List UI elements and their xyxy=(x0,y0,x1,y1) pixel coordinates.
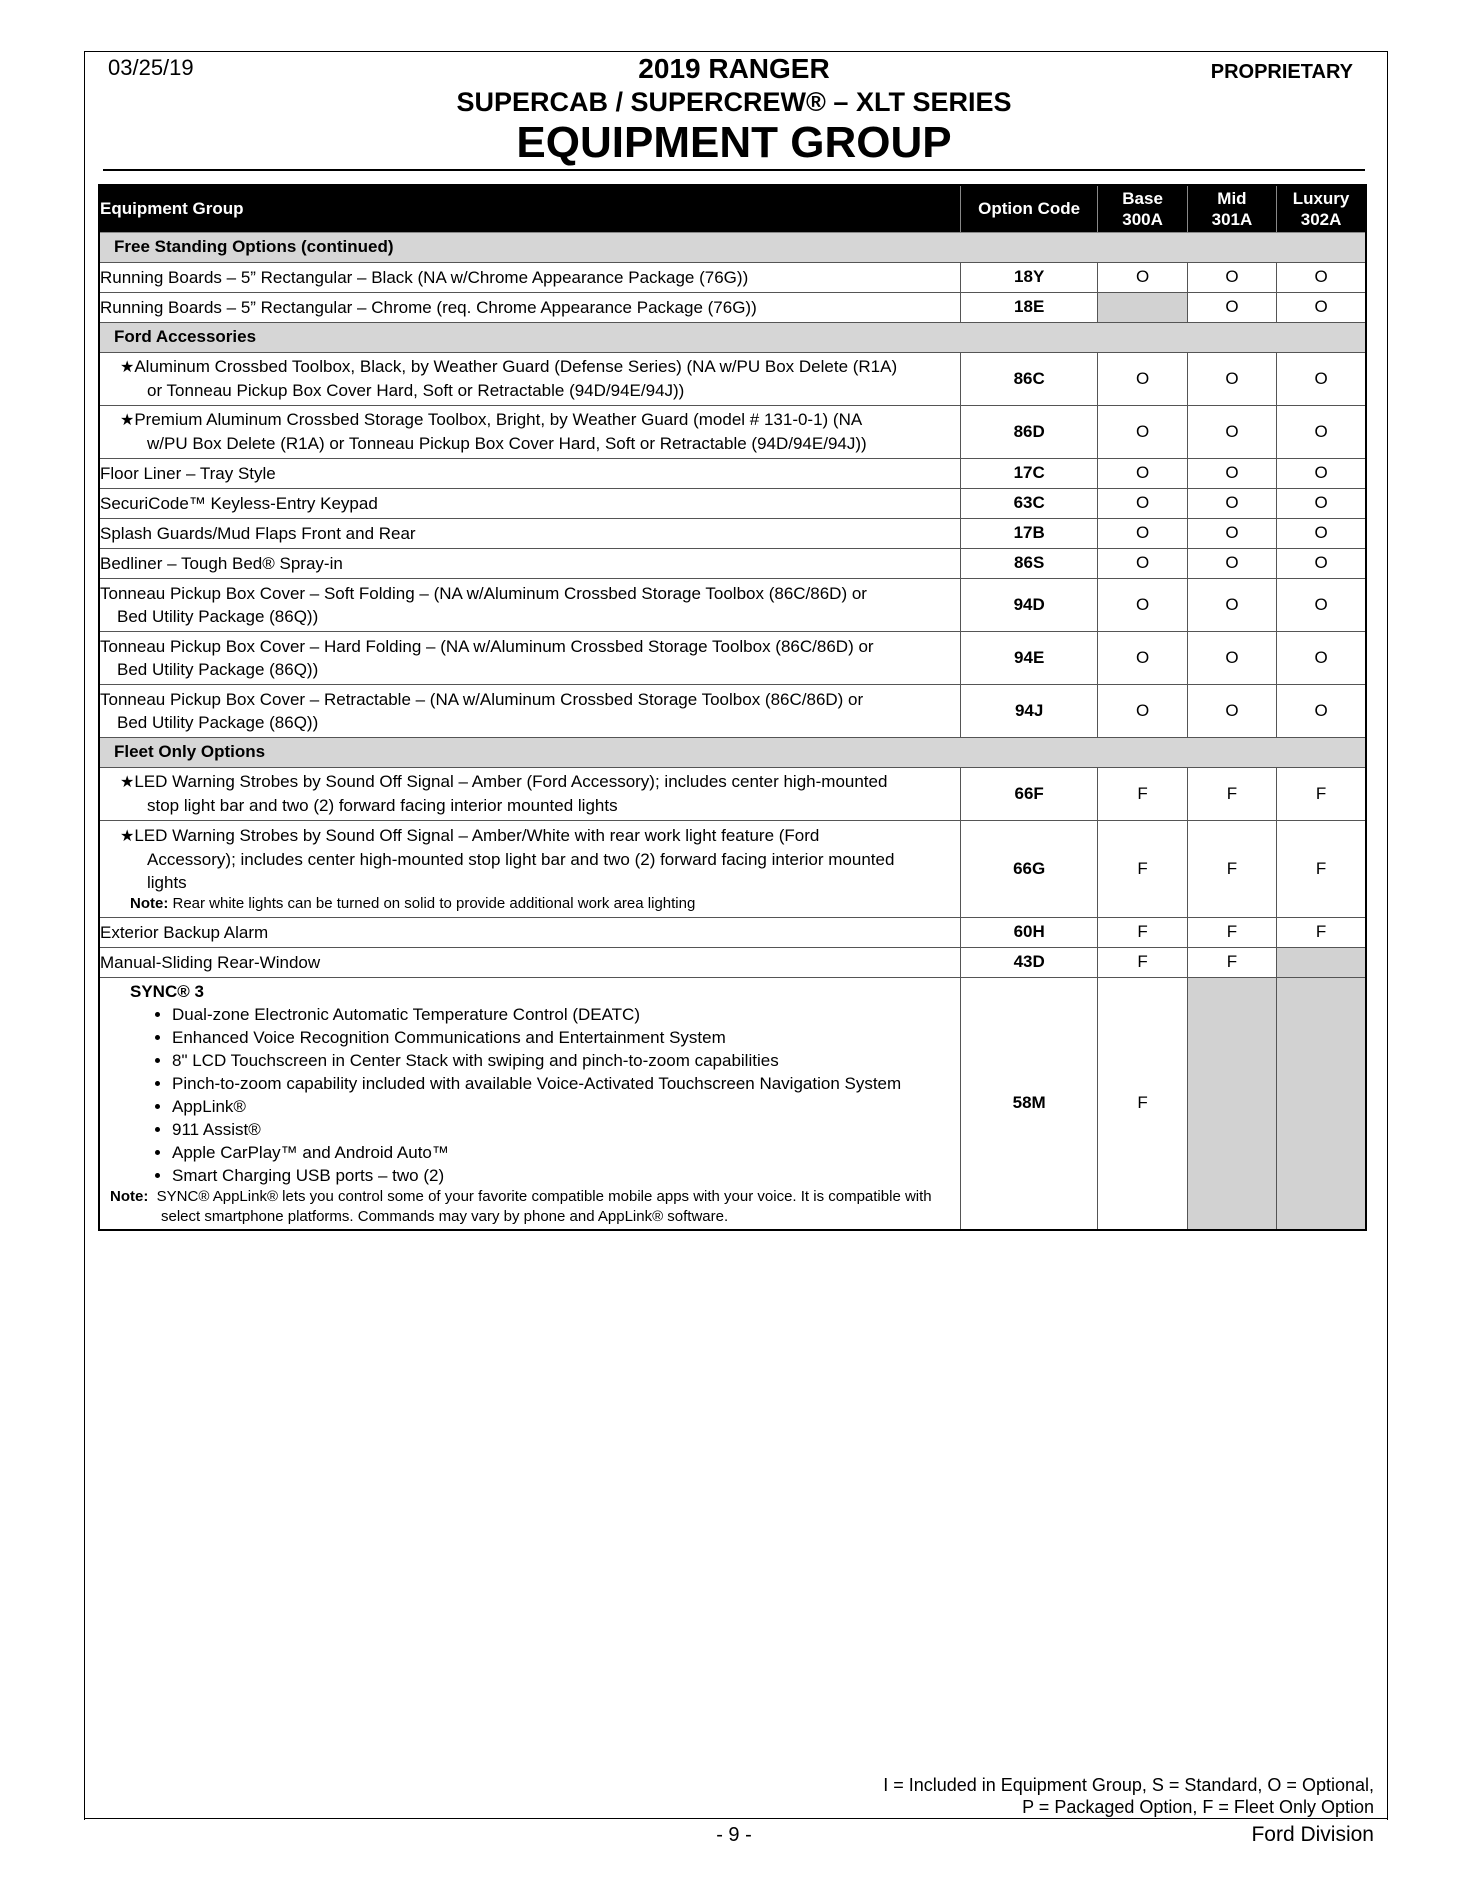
row-mid-mark xyxy=(1187,977,1276,1230)
row-mid-mark: O xyxy=(1187,518,1276,548)
row-base-mark: O xyxy=(1098,548,1187,578)
row-luxury-mark: O xyxy=(1277,684,1366,737)
row-option-code: 86D xyxy=(960,405,1098,458)
row-luxury-mark: O xyxy=(1277,262,1366,292)
table-row xyxy=(99,767,1366,820)
row-description-line: Tonneau Pickup Box Cover – Soft Folding – (NA w/Aluminum Crossbed Storage Toolbox (86C/86D) or xyxy=(100,583,867,603)
legend-line: P = Packaged Option, F = Fleet Only Option xyxy=(1022,1797,1374,1817)
table-row xyxy=(99,458,1366,488)
row-description xyxy=(99,578,960,631)
equipment-table xyxy=(98,184,1367,1231)
model-title: 2019 RANGER xyxy=(638,53,830,84)
table-row xyxy=(99,548,1366,578)
note-text: Rear white lights can be turned on solid to provide additional work area lighting xyxy=(172,895,696,912)
page-frame-bottom xyxy=(84,1818,1387,1819)
row-option-code: 94D xyxy=(960,578,1098,631)
row-mid-mark: O xyxy=(1187,488,1276,518)
row-option-code: 66G xyxy=(960,820,1098,917)
row-description: Exterior Backup Alarm xyxy=(99,917,960,947)
row-option-code: 18Y xyxy=(960,262,1098,292)
row-description-line: stop light bar and two (2) forward facing interior mounted lights xyxy=(147,796,618,815)
row-option-code: 17B xyxy=(960,518,1098,548)
section-title: EQUIPMENT GROUP xyxy=(516,118,952,167)
col-luxury xyxy=(1277,185,1366,232)
table-row xyxy=(99,518,1366,548)
row-description-line: Tonneau Pickup Box Cover – Retractable – (NA w/Aluminum Crossbed Storage Toolbox (86C/86D) or xyxy=(100,689,864,709)
row-luxury-mark: O xyxy=(1277,405,1366,458)
row-mid-mark: F xyxy=(1187,820,1276,917)
row-description xyxy=(99,820,960,917)
row-luxury-mark: F xyxy=(1277,820,1366,917)
legend-line: I = Included in Equipment Group, S = Standard, O = Optional, xyxy=(883,1775,1374,1795)
row-description xyxy=(99,977,960,1230)
col-base-code: 300A xyxy=(1122,209,1163,229)
row-luxury-mark xyxy=(1277,977,1366,1230)
row-option-code: 94J xyxy=(960,684,1098,737)
row-luxury-mark: O xyxy=(1277,352,1366,405)
row-mid-mark: O xyxy=(1187,352,1276,405)
division-label: Ford Division xyxy=(1251,1823,1374,1846)
section-title: Fleet Only Options xyxy=(99,737,1366,767)
table-row xyxy=(99,917,1366,947)
section-row xyxy=(99,737,1366,767)
row-luxury-mark: F xyxy=(1277,767,1366,820)
row-mid-mark: O xyxy=(1187,684,1276,737)
row-description: SecuriCode™ Keyless-Entry Keypad xyxy=(99,488,960,518)
list-item: • Apple CarPlay™ and Android Auto™ xyxy=(172,1141,960,1164)
table-row xyxy=(99,405,1366,458)
row-luxury-mark: O xyxy=(1277,578,1366,631)
header-rule xyxy=(103,169,1365,171)
row-option-code: 58M xyxy=(960,977,1098,1230)
row-description-line: Bed Utility Package (86Q)) xyxy=(117,712,319,732)
row-description-line: Accessory); includes center high-mounted stop light bar and two (2) forward facing interior mounted xyxy=(147,850,895,869)
section-row xyxy=(99,322,1366,352)
table-row xyxy=(99,578,1366,631)
note-label: Note: xyxy=(130,895,169,912)
row-option-code: 60H xyxy=(960,917,1098,947)
series-title: SUPERCAB / SUPERCREW® – XLT SERIES xyxy=(456,87,1012,117)
row-base-mark: O xyxy=(1098,578,1187,631)
list-item: • 8" LCD Touchscreen in Center Stack with swiping and pinch-to-zoom capabilities xyxy=(172,1049,960,1072)
row-luxury-mark: F xyxy=(1277,917,1366,947)
list-item: • Enhanced Voice Recognition Communications and Entertainment System xyxy=(172,1026,960,1049)
col-mid-code: 301A xyxy=(1211,209,1253,229)
row-luxury-mark xyxy=(1277,947,1366,977)
star-icon: ★ xyxy=(120,412,135,429)
row-base-mark: F xyxy=(1098,767,1187,820)
row-mid-mark: O xyxy=(1187,578,1276,631)
row-base-mark: O xyxy=(1098,518,1187,548)
row-option-code: 94E xyxy=(960,631,1098,684)
row-luxury-mark: O xyxy=(1277,631,1366,684)
list-item: • Dual-zone Electronic Automatic Temperature Control (DEATC) xyxy=(172,1003,960,1026)
table-row xyxy=(99,820,1366,917)
col-base-name: Base xyxy=(1122,188,1163,208)
row-base-mark: O xyxy=(1098,405,1187,458)
row-base-mark: O xyxy=(1098,631,1187,684)
row-base-mark: F xyxy=(1098,917,1187,947)
row-description-line: LED Warning Strobes by Sound Off Signal – Amber (Ford Accessory); includes center high-mounted xyxy=(134,772,888,791)
row-mid-mark: F xyxy=(1187,767,1276,820)
row-description-line: Bed Utility Package (86Q)) xyxy=(117,659,319,679)
list-item: • 911 Assist® xyxy=(172,1118,960,1141)
list-item: • Smart Charging USB ports – two (2) xyxy=(172,1164,960,1187)
sync-title: SYNC® 3 xyxy=(130,981,204,1001)
row-luxury-mark: O xyxy=(1277,518,1366,548)
row-description-line: w/PU Box Delete (R1A) or Tonneau Pickup Box Cover Hard, Soft or Retractable (94D/94E/94J)) xyxy=(147,434,867,453)
proprietary-label: PROPRIETARY xyxy=(1210,61,1353,83)
table-row xyxy=(99,631,1366,684)
row-description xyxy=(99,631,960,684)
row-description: Running Boards – 5” Rectangular – Chrome (req. Chrome Appearance Package (76G)) xyxy=(99,292,960,322)
section-title: Ford Accessories xyxy=(99,322,1366,352)
table-row xyxy=(99,292,1366,322)
row-luxury-mark: O xyxy=(1277,488,1366,518)
table-row xyxy=(99,947,1366,977)
row-description-line: lights xyxy=(147,873,187,892)
row-luxury-mark: O xyxy=(1277,458,1366,488)
row-description xyxy=(99,405,960,458)
row-luxury-mark: O xyxy=(1277,548,1366,578)
row-description-line: or Tonneau Pickup Box Cover Hard, Soft or Retractable (94D/94E/94J)) xyxy=(147,381,685,400)
row-description: Splash Guards/Mud Flaps Front and Rear xyxy=(99,518,960,548)
row-mid-mark: F xyxy=(1187,917,1276,947)
row-description-line: LED Warning Strobes by Sound Off Signal – Amber/White with rear work light feature (Ford xyxy=(134,826,820,845)
star-icon: ★ xyxy=(120,359,135,376)
row-luxury-mark: O xyxy=(1277,292,1366,322)
row-mid-mark: O xyxy=(1187,631,1276,684)
table-row xyxy=(99,262,1366,292)
row-mid-mark: O xyxy=(1187,405,1276,458)
star-icon: ★ xyxy=(120,774,135,791)
row-base-mark: O xyxy=(1098,458,1187,488)
table-row xyxy=(99,977,1366,1230)
row-option-code: 18E xyxy=(960,292,1098,322)
row-option-code: 63C xyxy=(960,488,1098,518)
table-header-row xyxy=(99,185,1366,232)
document-date: 03/25/19 xyxy=(108,55,194,80)
row-description: Manual-Sliding Rear-Window xyxy=(99,947,960,977)
legend xyxy=(883,1774,1374,1818)
col-mid xyxy=(1187,185,1276,232)
row-mid-mark: O xyxy=(1187,292,1276,322)
row-description-line: Premium Aluminum Crossbed Storage Toolbox, Bright, by Weather Guard (model # 131-0-1) (NA xyxy=(134,410,863,429)
section-title: Free Standing Options (continued) xyxy=(99,232,1366,262)
row-mid-mark: O xyxy=(1187,262,1276,292)
row-description-line: Tonneau Pickup Box Cover – Hard Folding – (NA w/Aluminum Crossbed Storage Toolbox (86C/86D) or xyxy=(100,636,874,656)
row-mid-mark: F xyxy=(1187,947,1276,977)
row-base-mark: O xyxy=(1098,262,1187,292)
row-description: Running Boards – 5” Rectangular – Black (NA w/Chrome Appearance Package (76G)) xyxy=(99,262,960,292)
row-description xyxy=(99,352,960,405)
list-item: • AppLink® xyxy=(172,1095,960,1118)
row-mid-mark: O xyxy=(1187,548,1276,578)
row-base-mark: O xyxy=(1098,352,1187,405)
col-luxury-code: 302A xyxy=(1300,209,1342,229)
row-base-mark: O xyxy=(1098,488,1187,518)
row-mid-mark: O xyxy=(1187,458,1276,488)
list-item: • Pinch-to-zoom capability included with available Voice-Activated Touchscreen Navigation System xyxy=(172,1072,960,1095)
row-base-mark: O xyxy=(1098,684,1187,737)
col-luxury-name: Luxury xyxy=(1292,188,1350,208)
row-option-code: 17C xyxy=(960,458,1098,488)
row-base-mark: F xyxy=(1098,947,1187,977)
row-description xyxy=(99,767,960,820)
row-option-code: 43D xyxy=(960,947,1098,977)
row-description-line: Bed Utility Package (86Q)) xyxy=(117,606,319,626)
row-base-mark: F xyxy=(1098,977,1187,1230)
row-description: Floor Liner – Tray Style xyxy=(99,458,960,488)
row-base-mark xyxy=(1098,292,1187,322)
col-equipment-group: Equipment Group xyxy=(99,185,960,232)
row-base-mark: F xyxy=(1098,820,1187,917)
row-option-code: 86S xyxy=(960,548,1098,578)
row-option-code: 66F xyxy=(960,767,1098,820)
col-base xyxy=(1098,185,1187,232)
col-mid-name: Mid xyxy=(1217,188,1247,208)
col-option-code: Option Code xyxy=(960,185,1098,232)
note-label: Note: xyxy=(110,1187,149,1205)
table-row xyxy=(99,684,1366,737)
table-row xyxy=(99,488,1366,518)
star-icon: ★ xyxy=(120,828,135,845)
row-description xyxy=(99,684,960,737)
feature-list xyxy=(130,1003,960,1187)
row-option-code: 86C xyxy=(960,352,1098,405)
note-text: SYNC® AppLink® lets you control some of your favorite compatible mobile apps with your voice. It is compatible with select smartphone platforms. Commands may vary by phone and AppLink® software. xyxy=(156,1187,932,1225)
section-row xyxy=(99,232,1366,262)
table-row xyxy=(99,352,1366,405)
row-description-line: Aluminum Crossbed Toolbox, Black, by Weather Guard (Defense Series) (NA w/PU Box Delete (R1A) xyxy=(134,357,898,376)
row-description: Bedliner – Tough Bed® Spray-in xyxy=(99,548,960,578)
page-number: - 9 - xyxy=(716,1824,752,1846)
